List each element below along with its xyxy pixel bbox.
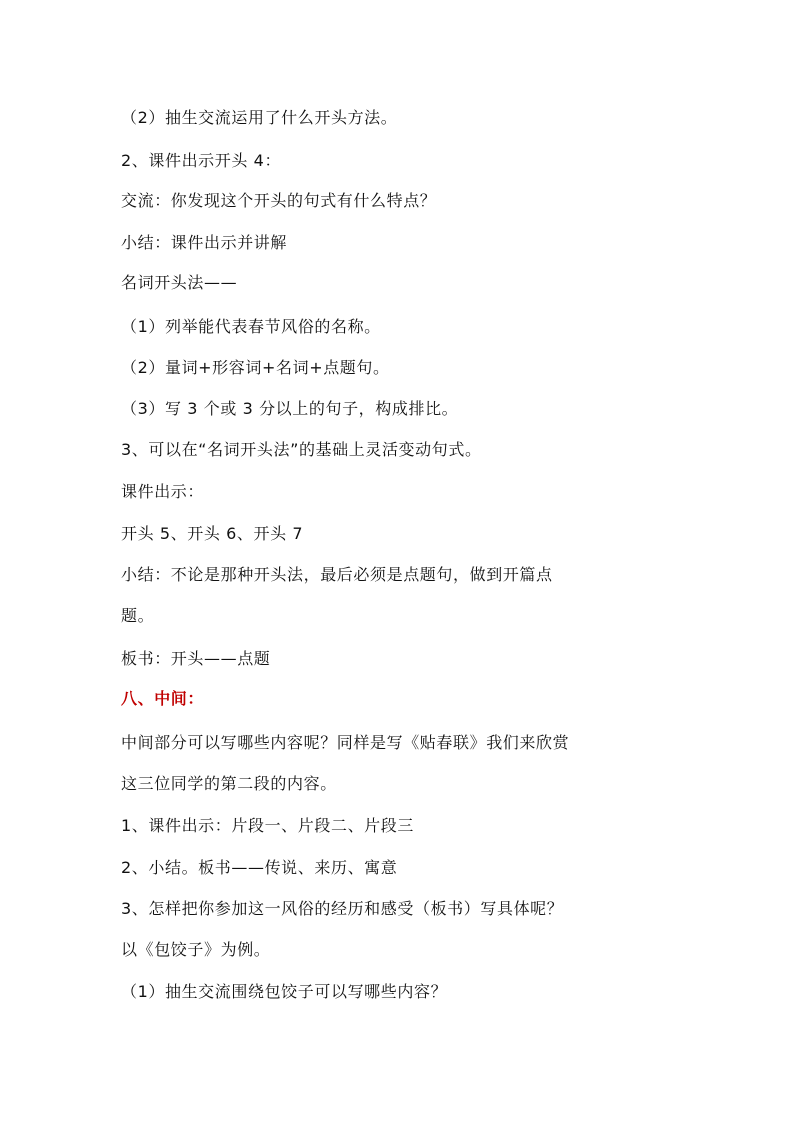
section-heading: 八、中间： <box>121 689 205 708</box>
paragraph-line: 小结：不论是那种开头法，最后必须是点题句，做到开篇点 <box>121 565 553 584</box>
paragraph-line: （1）抽生交流围绕包饺子可以写哪些内容？ <box>121 982 448 1001</box>
paragraph-line: 开头 5、开头 6、开头 7 <box>121 524 304 543</box>
paragraph-line: （2）抽生交流运用了什么开头方法。 <box>121 108 398 127</box>
paragraph-line: 题。 <box>121 606 155 625</box>
paragraph-line: 课件出示： <box>121 482 205 501</box>
paragraph-line: 1、课件出示：片段一、片段二、片段三 <box>121 816 414 835</box>
paragraph-line: 名词开头法—— <box>121 273 238 292</box>
paragraph-line: 2、小结。板书——传说、来历、寓意 <box>121 858 398 877</box>
paragraph-line: 中间部分可以写哪些内容呢？同样是写《贴春联》我们来欣赏 <box>121 733 570 752</box>
paragraph-line: 这三位同学的第二段的内容。 <box>121 774 337 793</box>
paragraph-line: 小结：课件出示并讲解 <box>121 233 288 252</box>
paragraph-line: 交流：你发现这个开头的句式有什么特点？ <box>121 191 437 210</box>
paragraph-line: 3、可以在“名词开头法”的基础上灵活变动句式。 <box>121 440 482 459</box>
paragraph-line: 3、怎样把你参加这一风俗的经历和感受（板书）写具体呢？ <box>121 899 564 918</box>
paragraph-line: （2）量词+形容词+名词+点题句。 <box>121 358 390 377</box>
paragraph-line: （3）写 3 个或 3 分以上的句子，构成排比。 <box>121 399 459 418</box>
paragraph-line: （1）列举能代表春节风俗的名称。 <box>121 317 381 336</box>
paragraph-line: 以《包饺子》为例。 <box>121 940 271 959</box>
paragraph-line: 2、课件出示开头 4： <box>121 151 282 170</box>
paragraph-line: 板书：开头——点题 <box>121 649 271 668</box>
